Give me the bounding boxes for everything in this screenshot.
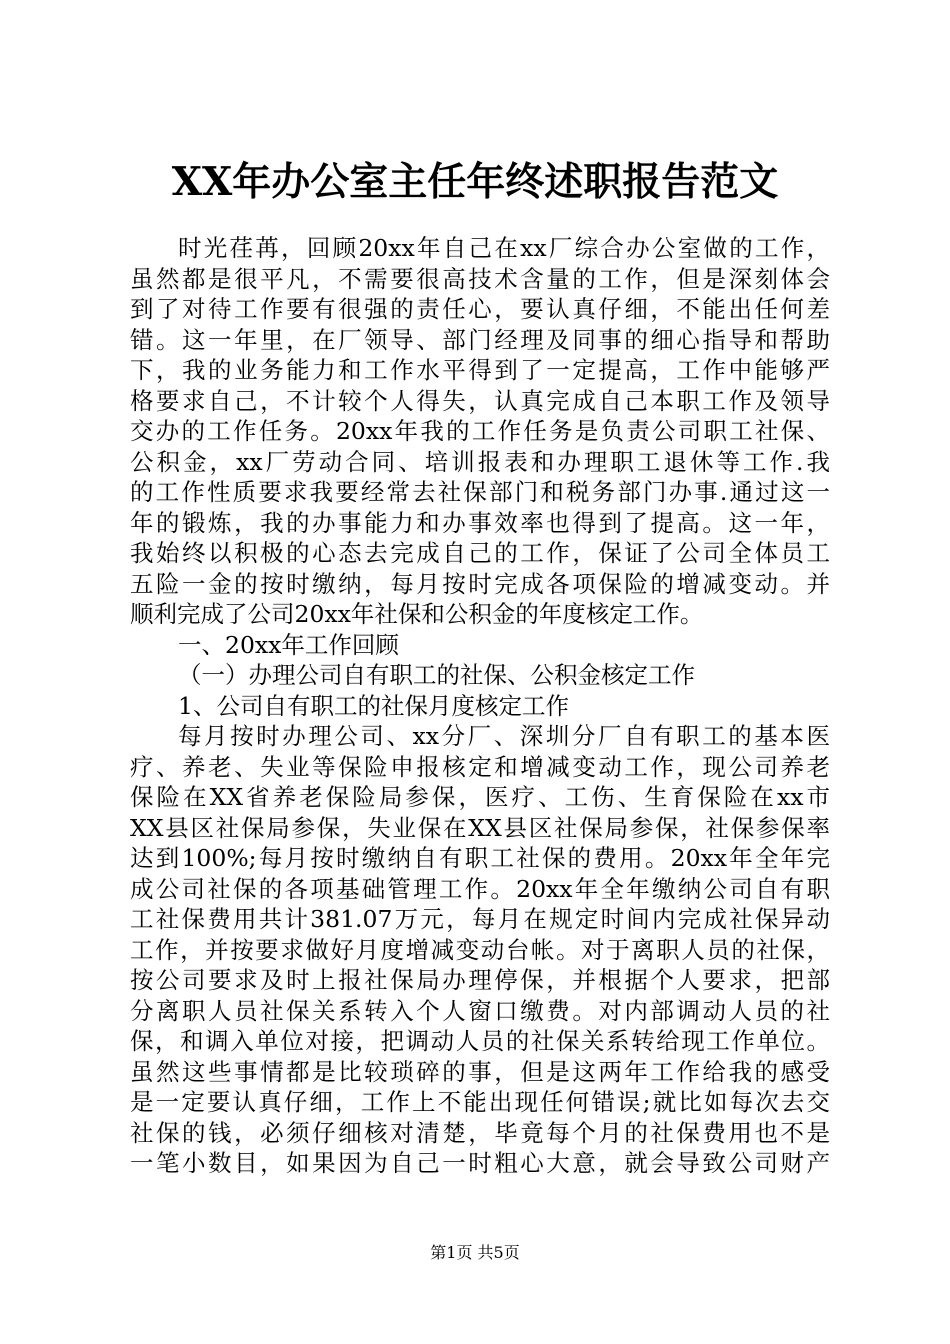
body-line: 错。这一年里，在厂领导、部门经理及同事的细心指导和帮助	[130, 325, 830, 354]
body-line: 虽然这些事情都是比较琐碎的事，但是这两年工作给我的感受	[130, 1057, 830, 1086]
body-line: 顺利完成了公司20xx年社保和公积金的年度核定工作。	[130, 600, 704, 628]
document-body	[130, 233, 830, 1179]
body-line: 达到100%;每月按时缴纳自有职工社保的费用。20xx年全年完	[130, 844, 830, 872]
body-line: 工社保费用共计381.07万元，每月在规定时间内完成社保异动	[130, 905, 830, 933]
body-line: 社保的钱，必须仔细核对清楚，毕竟每个月的社保费用也不是	[130, 1118, 830, 1147]
body-line: 是一定要认真仔细，工作上不能出现任何错误;就比如每次去交	[130, 1088, 830, 1116]
body-line: 公积金，xx厂劳动合同、培训报表和办理职工退休等工作.我	[130, 447, 830, 476]
body-line: 格要求自己，不计较个人得失，认真完成自己本职工作及领导	[130, 386, 830, 415]
body-line: 我始终以积极的心态去完成自己的工作，保证了公司全体员工	[130, 539, 830, 567]
body-line: 一、20xx年工作回顾	[178, 630, 399, 659]
document-title: XX年办公室主任年终述职报告范文	[171, 159, 779, 205]
body-line: 1、公司自有职工的社保月度核定工作	[178, 691, 569, 720]
body-line: 年的锻炼，我的办事能力和办事效率也得到了提高。这一年，	[130, 508, 830, 537]
body-line: （一）办理公司自有职工的社保、公积金核定工作	[178, 661, 695, 689]
body-line: 成公司社保的各项基础管理工作。20xx年全年缴纳公司自有职	[130, 874, 830, 903]
page-footer: 第1页 共5页	[430, 1243, 520, 1262]
body-line: 工作，并按要求做好月度增减变动台帐。对于离职人员的社保，	[130, 935, 830, 964]
body-line: 的工作性质要求我要经常去社保部门和税务部门办事.通过这一	[130, 478, 830, 506]
body-line: 疗、养老、失业等保险申报核定和增减变动工作，现公司养老	[130, 752, 830, 781]
body-line: XX县区社保局参保，失业保在XX县区社保局参保，社保参保率	[130, 813, 830, 842]
body-line: 每月按时办理公司、xx分厂、深圳分厂自有职工的基本医	[178, 722, 830, 750]
body-line: 到了对待工作要有很强的责任心，要认真仔细，不能出任何差	[130, 295, 830, 323]
body-line: 五险一金的按时缴纳，每月按时完成各项保险的增减变动。并	[130, 569, 830, 598]
body-line: 下，我的业务能力和工作水平得到了一定提高，工作中能够严	[130, 356, 830, 384]
body-line: 时光荏苒，回顾20xx年自己在xx厂综合办公室做的工作，	[178, 234, 830, 262]
body-line: 一笔小数目，如果因为自己一时粗心大意，就会导致公司财产	[130, 1149, 830, 1177]
body-line: 虽然都是很平凡，不需要很高技术含量的工作，但是深刻体会	[130, 264, 830, 293]
body-line: 保险在XX省养老保险局参保，医疗、工伤、生育保险在xx市	[130, 783, 830, 811]
body-line: 交办的工作任务。20xx年我的工作任务是负责公司职工社保、	[130, 417, 830, 445]
body-line: 按公司要求及时上报社保局办理停保，并根据个人要求，把部	[130, 966, 830, 994]
body-line: 保，和调入单位对接，把调动人员的社保关系转给现工作单位。	[130, 1027, 830, 1055]
body-line: 分离职人员社保关系转入个人窗口缴费。对内部调动人员的社	[130, 996, 830, 1025]
